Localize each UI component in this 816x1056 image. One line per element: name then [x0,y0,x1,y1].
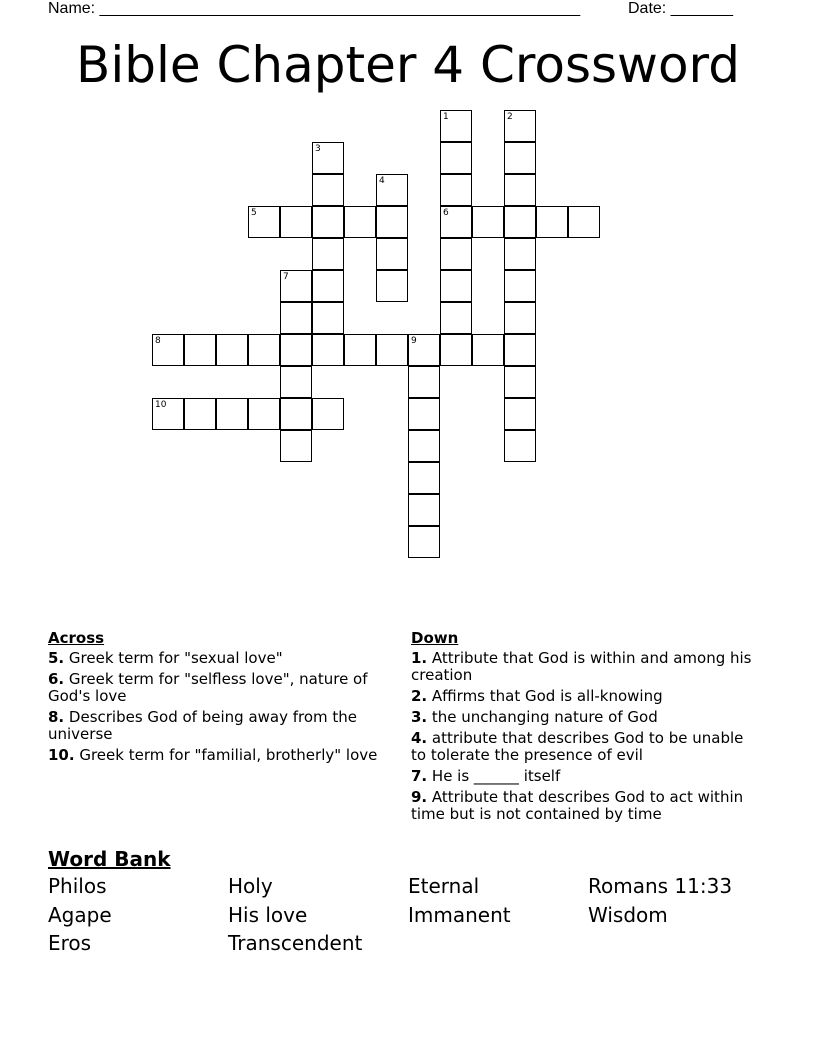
grid-cell[interactable] [312,206,344,238]
word-bank [48,846,768,958]
clue-item [411,650,761,684]
clue-number: 1 [443,112,449,122]
clue-item-text: He is ______ itself [427,767,561,785]
clue-number: 3 [315,144,321,154]
grid-cell[interactable] [472,206,504,238]
grid-cell[interactable] [312,302,344,334]
grid-cell[interactable] [280,398,312,430]
grid-cell[interactable] [408,398,440,430]
grid-cell[interactable] [280,334,312,366]
grid-cell[interactable] [152,334,184,366]
grid-cell[interactable] [216,334,248,366]
clue-number: 6 [443,208,449,218]
clue-item [411,768,761,785]
clue-item-number: 7. [411,767,428,785]
grid-cell[interactable] [408,462,440,494]
clue-number: 2 [507,112,513,122]
clue-number: 9 [411,336,417,346]
grid-cell[interactable] [504,142,536,174]
grid-cell[interactable] [344,334,376,366]
grid-cell[interactable] [568,206,600,238]
word-bank-item: Transcendent [228,931,363,955]
grid-cell[interactable] [504,270,536,302]
grid-cell[interactable] [504,302,536,334]
grid-cell[interactable] [504,334,536,366]
grid-cell[interactable] [440,206,472,238]
grid-cell[interactable] [376,334,408,366]
clue-item-number: 6. [48,670,65,688]
clue-item-number: 9. [411,788,428,806]
word-bank-item: Holy [228,874,273,898]
clue-item [411,688,761,705]
clue-item [411,789,761,823]
clue-item-number: 3. [411,708,428,726]
clue-item-text: attribute that describes God to be unable to tolerate the presence of evil [411,729,744,764]
clue-item [48,709,398,743]
grid-cell[interactable] [440,142,472,174]
grid-cell[interactable] [504,174,536,206]
clue-number: 8 [155,336,161,346]
clue-item-number: 2. [411,687,428,705]
grid-cell[interactable] [408,526,440,558]
word-bank-item: Wisdom [588,902,668,927]
grid-cell[interactable] [408,366,440,398]
grid-cell[interactable] [376,270,408,302]
grid-cell[interactable] [280,302,312,334]
grid-cell[interactable] [440,302,472,334]
date-field: Date: _______ [628,0,733,17]
clue-item [411,730,761,764]
clue-item [48,747,398,764]
across-clues [48,630,398,768]
grid-cell[interactable] [312,142,344,174]
clue-item [48,650,398,667]
word-bank-item: Philos [48,874,107,898]
clue-item-number: 4. [411,729,428,747]
grid-cell[interactable] [376,206,408,238]
grid-cell[interactable] [248,334,280,366]
word-bank-item: His love [228,902,308,927]
word-bank-item: Eros [48,931,92,955]
clue-item-number: 10. [48,746,75,764]
word-bank-item: Romans 11:33 [588,874,733,898]
grid-cell[interactable] [312,334,344,366]
clue-item-text: Describes God of being away from the universe [48,708,358,743]
grid-cell[interactable] [440,334,472,366]
grid-cell[interactable] [248,206,280,238]
clue-item-text: Greek term for "selfless love", nature of God's love [48,670,368,705]
name-field: Name: ______________________________________________________ [48,0,581,17]
clue-item-number: 8. [48,708,65,726]
down-heading: Down [411,629,459,647]
grid-cell[interactable] [504,110,536,142]
word-bank-list [48,872,768,958]
clue-item-number: 5. [48,649,65,667]
clue-item-text: the unchanging nature of God [427,708,658,726]
clue-number: 7 [283,272,289,282]
grid-cell[interactable] [504,238,536,270]
grid-cell[interactable] [440,174,472,206]
across-heading: Across [48,629,105,647]
across-clue-list [48,650,398,764]
page-title: Bible Chapter 4 Crossword [76,36,740,94]
clue-item-number: 1. [411,649,428,667]
grid-cell[interactable] [312,174,344,206]
grid-cell[interactable] [504,366,536,398]
word-bank-title: Word Bank [48,847,171,871]
grid-cell[interactable] [152,398,184,430]
grid-cell[interactable] [376,238,408,270]
grid-cell[interactable] [312,270,344,302]
clue-number: 10 [155,400,167,410]
grid-cell[interactable] [280,270,312,302]
clue-item [48,671,398,705]
word-bank-item: Immanent [408,902,511,927]
grid-cell[interactable] [248,398,280,430]
grid-cell[interactable] [504,398,536,430]
grid-cell[interactable] [344,206,376,238]
clue-item-text: Attribute that God is within and among his creation [411,649,752,684]
clue-item-text: Affirms that God is all-knowing [427,687,663,705]
grid-cell[interactable] [280,430,312,462]
clue-item-text: Attribute that describes God to act within time but is not contained by time [411,788,744,823]
clue-item-text: Greek term for "sexual love" [64,649,283,667]
grid-cell[interactable] [312,238,344,270]
grid-cell[interactable] [472,334,504,366]
grid-cell[interactable] [408,494,440,526]
grid-cell[interactable] [408,334,440,366]
grid-cell[interactable] [440,270,472,302]
grid-cell[interactable] [184,334,216,366]
grid-cell[interactable] [184,398,216,430]
grid-cell[interactable] [536,206,568,238]
word-bank-item: Eternal [408,874,480,898]
grid-cell[interactable] [280,366,312,398]
word-bank-item: Agape [48,902,112,927]
clue-number: 5 [251,208,257,218]
down-clue-list [411,650,761,823]
grid-cell[interactable] [408,430,440,462]
grid-cell[interactable] [376,174,408,206]
grid-cell[interactable] [504,206,536,238]
grid-cell[interactable] [280,206,312,238]
grid-cell[interactable] [312,398,344,430]
clue-number: 4 [379,176,385,186]
grid-cell[interactable] [440,238,472,270]
clue-item [411,709,761,726]
clue-item-text: Greek term for "familial, brotherly" love [74,746,378,764]
down-clues [411,630,761,827]
grid-cell[interactable] [440,110,472,142]
grid-cell[interactable] [504,430,536,462]
grid-cell[interactable] [216,398,248,430]
